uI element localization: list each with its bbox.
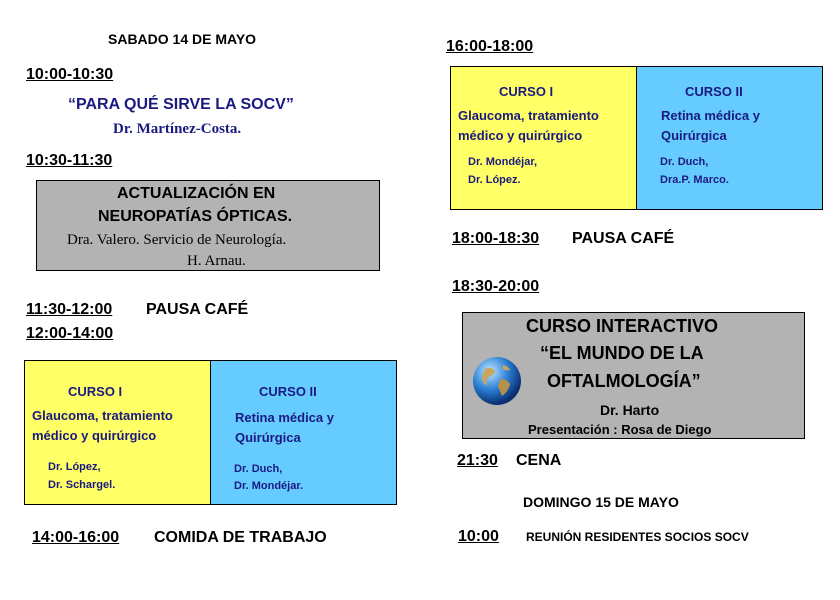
course2-right-label: CURSO II bbox=[685, 84, 743, 99]
course2-line2: Quirúrgica bbox=[235, 430, 301, 445]
time-14-00: 14:00-16:00 bbox=[32, 529, 120, 546]
neuro-talk-box bbox=[36, 180, 380, 271]
courses-table-left bbox=[24, 360, 397, 505]
time-21-30: 21:30 bbox=[457, 452, 498, 469]
course1-doc2: Dr. Schargel. bbox=[48, 479, 116, 491]
course2-right-doc1: Dr. Duch, bbox=[660, 156, 709, 168]
dinner: CENA bbox=[516, 452, 562, 469]
course1-cell-left bbox=[25, 361, 211, 504]
course2-doc1: Dr. Duch, bbox=[234, 463, 283, 475]
time-10-30: 10:30-11:30 bbox=[26, 152, 113, 169]
coffee-break-2: PAUSA CAFÉ bbox=[572, 230, 675, 247]
coffee-break-1: PAUSA CAFÉ bbox=[146, 301, 249, 318]
neuro-talk-line4: H. Arnau. bbox=[187, 253, 246, 269]
interactive-line1: CURSO INTERACTIVO bbox=[526, 316, 719, 336]
interactive-line2: “EL MUNDO DE LA bbox=[540, 343, 704, 363]
interactive-course-box bbox=[462, 312, 805, 439]
time-18-00: 18:00-18:30 bbox=[452, 230, 540, 247]
time-16-00: 16:00-18:00 bbox=[446, 38, 534, 55]
course2-right-line1: Retina médica y bbox=[661, 108, 760, 123]
time-11-30: 11:30-12:00 bbox=[26, 301, 113, 318]
interactive-presenter: Presentación : Rosa de Diego bbox=[528, 422, 712, 437]
course1-right-label: CURSO I bbox=[499, 84, 554, 99]
time-10-00-sunday: 10:00 bbox=[458, 528, 499, 545]
day-sunday-heading: DOMINGO 15 DE MAYO bbox=[523, 494, 679, 510]
time-18-30: 18:30-20:00 bbox=[452, 278, 540, 295]
residents-meeting: REUNIÓN RESIDENTES SOCIOS SOCV bbox=[526, 530, 749, 544]
course1-doc1: Dr. López, bbox=[48, 461, 101, 473]
course1-right-doc1: Dr. Mondéjar, bbox=[468, 156, 538, 168]
course2-cell-left bbox=[211, 361, 396, 504]
courses-table-right bbox=[450, 66, 823, 210]
neuro-talk-line2: NEUROPATÍAS ÓPTICAS. bbox=[98, 208, 293, 225]
course2-right-doc2: Dra.P. Marco. bbox=[660, 174, 729, 186]
course2-line1: Retina médica y bbox=[235, 410, 334, 425]
course1-cell-right bbox=[451, 67, 637, 209]
time-10-00: 10:00-10:30 bbox=[26, 66, 114, 83]
course1-right-line1: Glaucoma, tratamiento bbox=[458, 108, 599, 123]
course1-right-line2: médico y quirúrgico bbox=[458, 128, 583, 143]
working-lunch: COMIDA DE TRABAJO bbox=[154, 529, 327, 546]
course1-line1: Glaucoma, tratamiento bbox=[32, 408, 173, 423]
course2-doc2: Dr. Mondéjar. bbox=[234, 480, 304, 492]
interactive-line3: OFTALMOLOGÍA” bbox=[547, 371, 701, 391]
talk1-speaker: Dr. Martínez-Costa. bbox=[113, 121, 242, 137]
course2-right-line2: Quirúrgica bbox=[661, 128, 727, 143]
day-saturday-heading: SABADO 14 DE MAYO bbox=[108, 31, 257, 47]
globe-icon bbox=[471, 355, 523, 407]
time-12-00: 12:00-14:00 bbox=[26, 325, 114, 342]
course2-cell-right bbox=[637, 67, 822, 209]
neuro-talk-line1: ACTUALIZACIÓN EN bbox=[117, 185, 276, 202]
neuro-talk-line3: Dra. Valero. Servicio de Neurología. bbox=[67, 232, 287, 248]
course1-label: CURSO I bbox=[68, 384, 123, 399]
course1-line2: médico y quirúrgico bbox=[32, 428, 157, 443]
course1-right-doc2: Dr. López. bbox=[468, 174, 521, 186]
talk1-title: “PARA QUÉ SIRVE LA SOCV” bbox=[68, 96, 294, 113]
interactive-speaker: Dr. Harto bbox=[600, 402, 660, 418]
course2-label: CURSO II bbox=[259, 384, 317, 399]
